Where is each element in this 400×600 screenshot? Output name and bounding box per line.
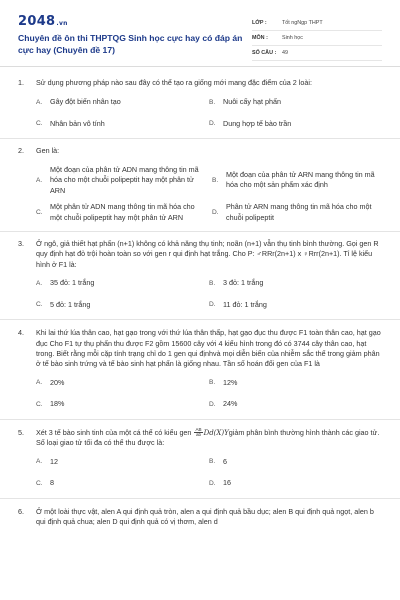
document-header [0, 0, 400, 66]
question-4 [0, 320, 400, 410]
option-b[interactable]: B. Nuôi cấy hạt phấn [209, 97, 281, 107]
question-1 [0, 67, 400, 129]
logo-main: 2048 [18, 14, 56, 29]
meta-subject [252, 31, 382, 46]
meta-class [252, 16, 382, 31]
question-text-after: giảm phân bình thường hình thành các giao tử. Số loại giao tử tối đa có thể thu được là: [36, 427, 380, 448]
document-title: Chuyên đề ôn thi THPTQG Sinh học cực hay có đáp án cực hay (Chuyên đề 17) [18, 33, 243, 55]
question-text-before: Xét 3 tế bào sinh tinh của một cá thể có kiểu gen [36, 427, 192, 437]
question-3 [0, 232, 400, 310]
meta-class-label: LỚP : [252, 20, 267, 26]
question-number: 2. [18, 146, 24, 156]
option-d[interactable]: D. 16 [209, 478, 231, 488]
option-c[interactable]: C. Nhân bản vô tính [36, 118, 105, 128]
question-text: Khi lai thứ lúa thân cao, hạt gạo trong với thứ lúa thân thấp, hạt gạo đục thu được F1 toàn thân cao, hạt gạo đục Cho F1 tự thụ phấn thu được F2 gồm 15600 cây với 4 kiểu hình trong đó có 3744 cây thân cao, hạt trong. Biết rằng mỗi cặp tính trạng chỉ do 1 gen qui địnhvà mọi diễn biến của nhiễm sắc thể trong giảm phân ở tế bào sinh trứng và tế bào sinh hạt phấn là giống nhau. Tần số hoán đổi gen của F1 là [36, 328, 381, 369]
option-a[interactable]: A. 35 đỏ: 1 trắng [36, 278, 95, 288]
option-d[interactable]: D. 24% [209, 399, 238, 409]
question-text: Sử dụng phương pháp nào sau đây có thể tạo ra giống mới mang đặc điểm của 2 loài: [36, 78, 312, 87]
question-number: 6. [18, 506, 24, 516]
genotype-denominator: ab [195, 432, 202, 438]
option-c[interactable]: C. 18% [36, 399, 65, 409]
genotype-rest: Dd(X)Y [203, 428, 229, 437]
meta-subject-label: MÔN : [252, 35, 268, 41]
meta-question-count [252, 46, 382, 61]
meta-count-label: SỐ CÂU : [252, 50, 277, 56]
question-6 [0, 499, 400, 528]
genotype-fraction [194, 428, 202, 438]
question-5 [0, 420, 400, 489]
document-meta [252, 16, 382, 61]
option-d[interactable]: D. 11 đỏ: 1 trắng [209, 299, 267, 309]
option-a[interactable]: A. Gây đột biến nhân tạo [36, 97, 121, 107]
option-c[interactable]: C. 8 [36, 478, 54, 488]
question-text: Ở một loài thực vật, alen A qui định quả tròn, alen a qui định quả bầu dục; alen B qui định quả ngọt, alen b qui định quả chua; alen D qui định quả có vị thơm, alen d [36, 506, 374, 526]
meta-subject-value: Sinh học [282, 35, 303, 41]
question-number: 4. [18, 328, 24, 338]
option-a[interactable]: A. Một đoạn của phân tử ADN mang thông tin mã hóa cho một chuỗi polipeptit hay một phân tử ARN [36, 164, 199, 195]
meta-count-value: 49 [282, 50, 288, 56]
question-text: Gen là: [36, 146, 60, 156]
option-d[interactable]: D. Phân tử ARN mang thông tin mã hóa cho một chuỗi polipeptit [212, 202, 372, 222]
option-c[interactable]: C. Một phân tử ADN mang thông tin mã hóa cho một chuỗi polipeptit hay một phân tử ARN [36, 202, 195, 222]
question-text [36, 428, 382, 449]
question-number: 1. [18, 78, 24, 87]
question-text: Ở ngô, giả thiết hạt phấn (n+1) không có khả năng thụ tinh; noãn (n+1) vẫn thụ tinh bình thường. Gọi gen R quy định hạt đỏ trội hoàn toàn so với gen r qui định hạt trắng. Cho P: ♂RRr(2n+1) x ♀Rrr(2n+1). Tỉ lệ kiểu hình ở F1 là: [36, 238, 379, 269]
meta-class-value: Tốt ngNgp THPT [282, 20, 323, 26]
option-d[interactable]: D. Dung hợp tế bào trần [209, 118, 292, 128]
option-a[interactable]: A. 12 [36, 456, 58, 466]
option-a[interactable]: A. 20% [36, 377, 65, 387]
question-number: 5. [18, 427, 24, 437]
option-b[interactable]: B. Một đoạn của phân tử ARN mang thông tin mã hóa cho một sản phẩm xác định [212, 169, 375, 190]
option-b[interactable]: B. 12% [209, 377, 238, 387]
question-2 [0, 139, 400, 223]
genotype-numerator: AB [195, 426, 202, 432]
option-b[interactable]: B. 6 [209, 456, 227, 466]
logo-suffix: .vn [56, 20, 68, 27]
option-c[interactable]: C. 5 đỏ: 1 trắng [36, 299, 91, 309]
question-number: 3. [18, 238, 24, 248]
option-b[interactable]: B. 3 đỏ: 1 trắng [209, 278, 264, 288]
